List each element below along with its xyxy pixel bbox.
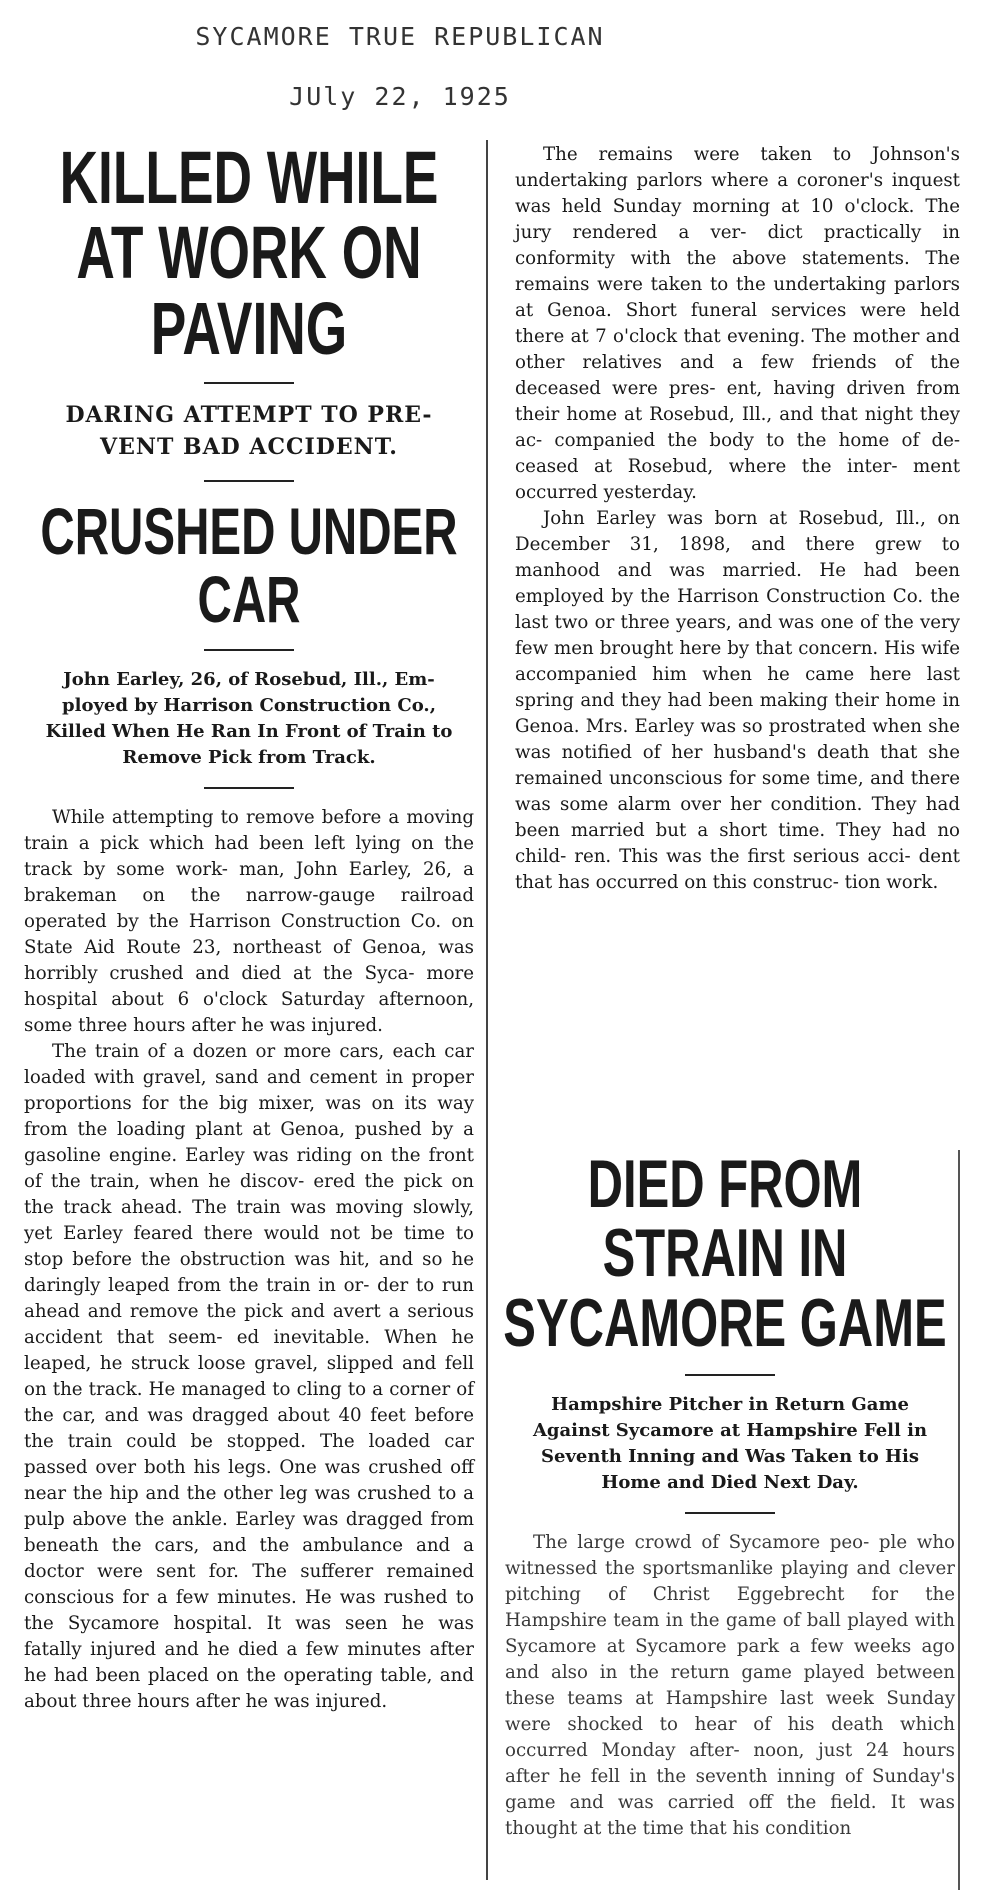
article2-deck: Hampshire Pitcher in Return Game Against Sycamore at Hampshire Fell in Seventh Inning and Was Taken to His Home and Died Next Day.: [532, 1394, 928, 1494]
article-deck: John Earley, 26, of Rosebud, Ill., Em- ployed by Harrison Construction Co., Killed When He Ran In Front of Train to Remove Pick from Track.: [45, 668, 453, 769]
article-paragraph-1: While attempting to remove before a moving train a pick which had been left lying on the track by some work- man, John Earley, 26, a brakeman on the narrow-gauge railroad operated by the Harrison Construction Co. on State Aid Route 23, northeast of Genoa, was horribly crushed and died at the Syca- more hospital about 6 o'clock Saturday afternoon, some three hours after he was injured.: [24, 807, 474, 1037]
divider-rule: [204, 480, 294, 482]
article-continued-column: [515, 142, 960, 896]
headline-crushed-under-car: CRUSHED UNDER CAR: [40, 494, 458, 636]
column-divider-right: [958, 1150, 960, 1890]
headline-died-from-strain: DIED FROM STRAIN IN SYCAMORE GAME: [503, 1146, 947, 1361]
article-paragraph-4: John Earley was born at Rosebud, Ill., on December 31, 1898, and there grew to manhood and was married. He had been employed by the Harrison Construction Co. the last two or three years, and was one of the very few men brought here by that concern. His wife accompanied him when he came here last spring and they had been making their home in Genoa. Mrs. Earley was so prostrated when she was notified of her husband's death that she remained unconscious for some time, and there was some alarm over her condition. They had been married but a short time. They had no child- ren. This was the first serious acci- dent that has occurred on this construc- tion work.: [515, 508, 960, 893]
divider-rule: [685, 1374, 775, 1376]
publication-date: JUly 22, 1925: [289, 82, 511, 111]
subhead-daring-attempt: DARING ATTEMPT TO PRE- VENT BAD ACCIDENT.: [65, 402, 433, 461]
article-paragraph-2: The train of a dozen or more cars, each car loaded with gravel, sand and cement in proper proportions for the big mixer, was on its way from the loading plant at Genoa, pushed by a gasoline engine. Earley was riding on the front of the train, when he discov- ered the pick on the track ahead. The train was moving slowly, yet Earley feared there would not be time to stop before the obstruction was hit, and so he daringly leaped from the train in or- der to run ahead and remove the pick and avert a serious accident that seem- ed inevitable. When he leaped, he struck loose gravel, slipped and fell on the track. He managed to cling to a corner of the car, and was dragged about 40 feet before the train could be stopped. The loaded car passed over both his legs. One was crushed off near the hip and the other leg was crushed to a pulp above the ankle. Earley was dragged from beneath the cars, and the ambulance and a doctor were sent for. The sufferer remained conscious for a few minutes. He was rushed to the Sycamore hospital. It was seen he was fatally injured and he died a few minutes after he had been placed on the operating table, and about three hours after he was injured.: [24, 1041, 474, 1713]
article-killed-column: [24, 136, 474, 1715]
headline-killed-while-at-work: KILLED WHILE AT WORK ON PAVING: [59, 136, 439, 370]
divider-rule: [204, 787, 294, 789]
column-divider: [486, 140, 488, 1880]
divider-rule: [204, 382, 294, 384]
divider-rule: [204, 649, 294, 651]
article-died-from-strain: [503, 1146, 955, 1842]
publication-name: SYCAMORE TRUE REPUBLICAN: [195, 22, 605, 51]
article-paragraph-3: The remains were taken to Johnson's undertaking parlors where a coroner's inquest was held Sunday morning at 10 o'clock. The jury rendered a ver- dict practically in conformity with the above statements. The remains were taken to the undertaking parlors at Genoa. Short funeral services were held there at 7 o'clock that evening. The mother and other relatives and a few friends of the deceased were pres- ent, having driven from their home at Rosebud, Ill., and that night they ac- companied the body to the home of de- ceased at Rosebud, where the inter- ment occurred yesterday.: [515, 144, 960, 503]
article2-paragraph: The large crowd of Sycamore peo- ple who witnessed the sportsmanlike playing and clever pitching of Christ Eggebrecht for the Hampshire team in the game of ball played with Sycamore at Sycamore park a few weeks ago and also in the return game played between these teams at Hampshire last week Sunday were shocked to hear of his death which occurred Monday after- noon, just 24 hours after he fell in the seventh inning of Sunday's game and was carried off the field. It was thought at the time that his condition: [505, 1532, 955, 1840]
divider-rule: [685, 1512, 775, 1514]
